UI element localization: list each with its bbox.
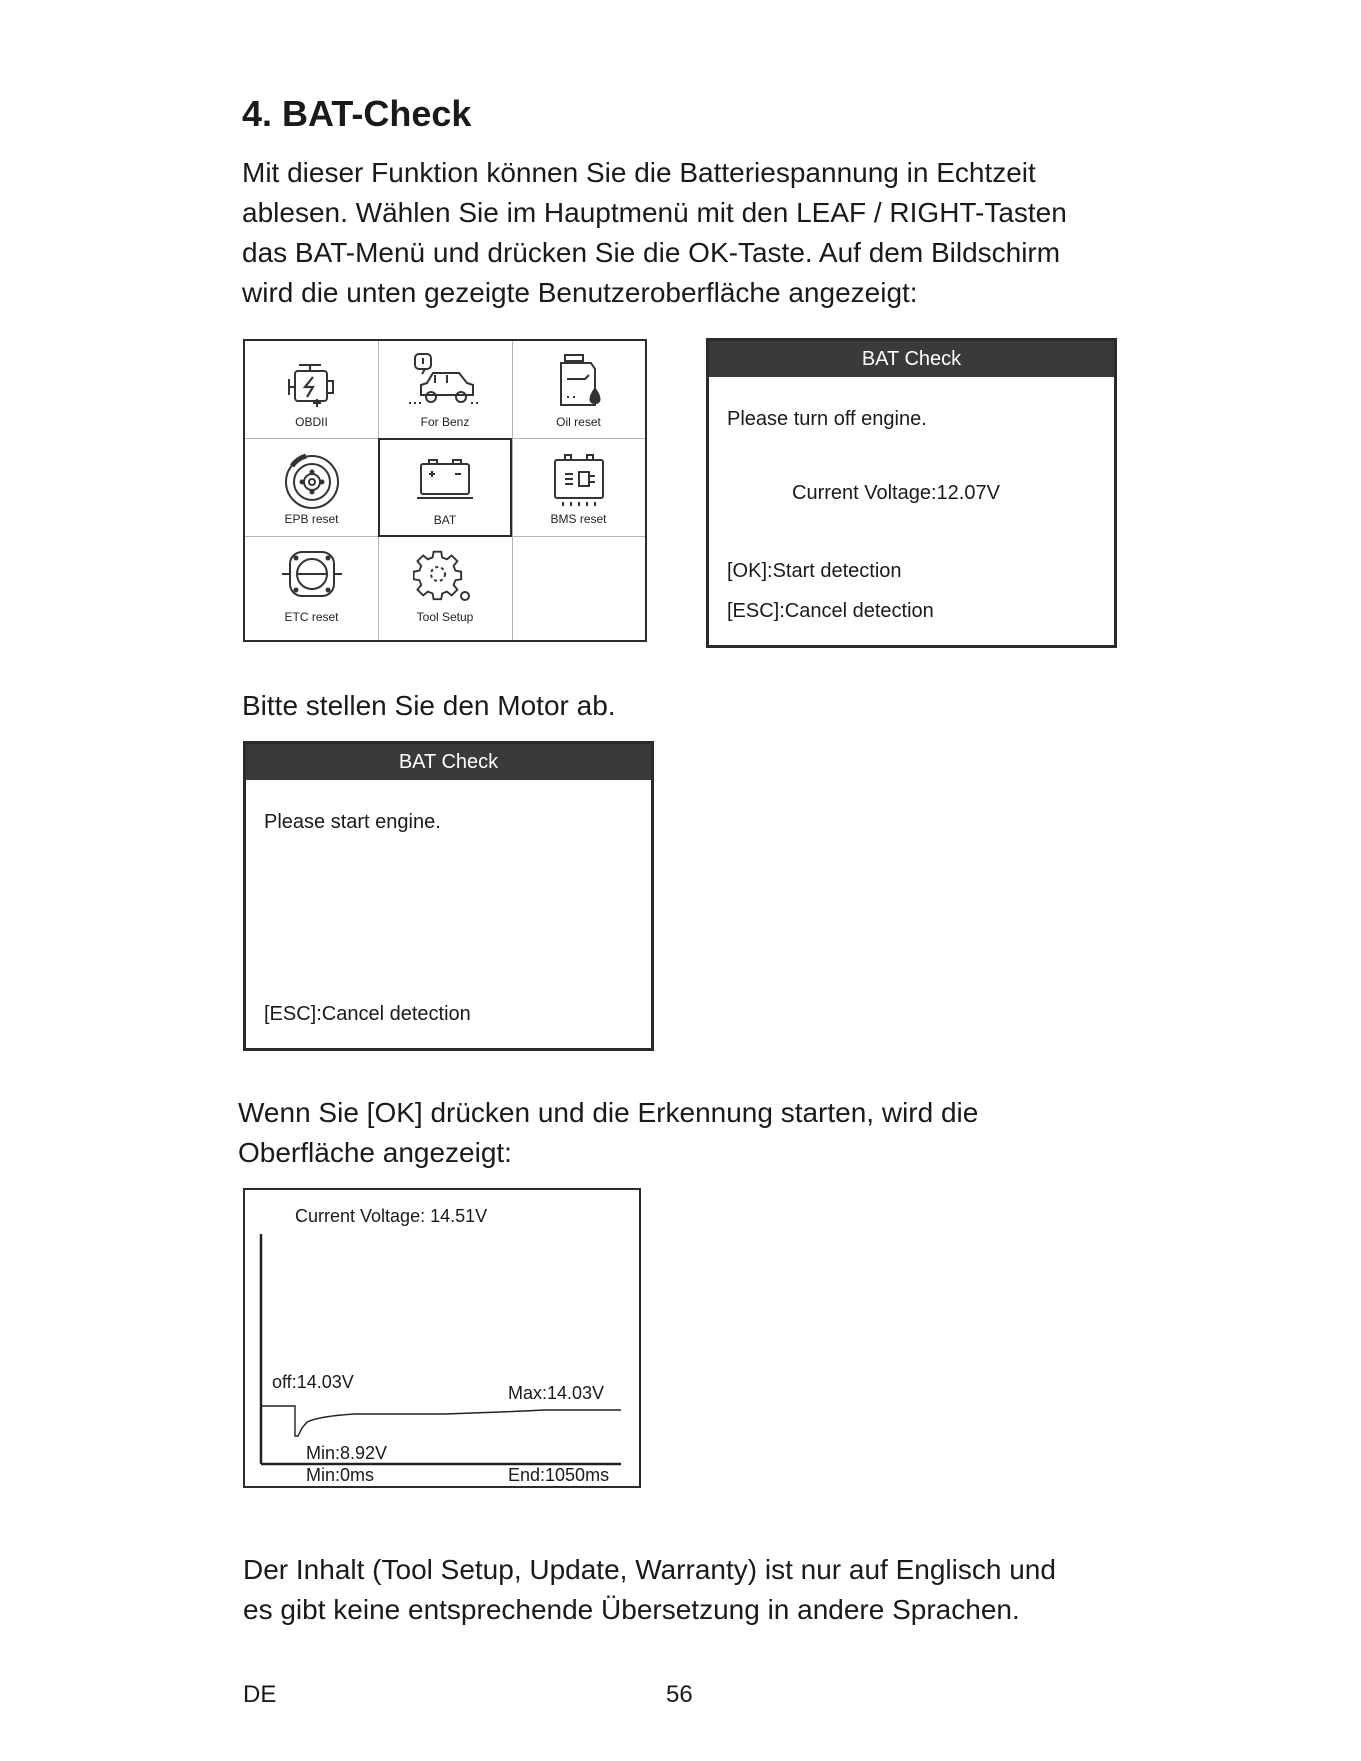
voltage-curve-plot	[245, 1190, 639, 1486]
intro-paragraph	[242, 153, 1067, 313]
instruction-text: Please start engine.	[264, 811, 441, 833]
menu-item-tool-setup[interactable]	[378, 536, 512, 640]
footer-language: DE	[243, 1681, 277, 1708]
voltage-graph-screen	[243, 1188, 641, 1488]
section-heading: 4. BAT-Check	[242, 93, 472, 134]
language-note	[243, 1550, 1056, 1630]
detection-paragraph	[238, 1093, 978, 1173]
graph-max-voltage: Max:14.03V	[508, 1383, 605, 1403]
menu-item-bms-reset[interactable]	[512, 438, 645, 536]
esc-cancel-detection[interactable]: [ESC]:Cancel detection	[727, 600, 934, 622]
main-menu-grid	[243, 339, 647, 642]
menu-item-label: For Benz	[420, 415, 470, 429]
bms-icon	[549, 452, 609, 508]
brake-disc-icon	[282, 452, 342, 512]
menu-item-label: OBDII	[295, 415, 328, 429]
note-line: es gibt keine entsprechende Übersetzung in andere Sprachen.	[243, 1594, 1020, 1625]
intro-line: ablesen. Wählen Sie im Hauptmenü mit den LEAF / RIGHT-Tasten	[242, 197, 1067, 228]
menu-item-epb-reset[interactable]	[245, 438, 378, 536]
menu-item-oil-reset[interactable]	[512, 341, 645, 438]
menu-item-etc-reset[interactable]	[245, 536, 378, 640]
instruction-text: Please turn off engine.	[727, 408, 927, 430]
graph-min-time: Min:0ms	[306, 1465, 375, 1485]
menu-item-label: EPB reset	[284, 512, 339, 526]
paragraph-line: Wenn Sie [OK] drücken und die Erkennung starten, wird die	[238, 1097, 979, 1128]
menu-item-label: Tool Setup	[416, 610, 474, 624]
battery-icon	[415, 458, 475, 506]
current-voltage-readout: Current Voltage:12.07V	[792, 482, 1000, 504]
engine-icon	[277, 359, 347, 415]
graph-off-voltage: off:14.03V	[272, 1372, 354, 1392]
throttle-icon	[280, 548, 344, 604]
menu-item-bat[interactable]	[378, 438, 512, 537]
menu-item-label: BMS reset	[550, 512, 607, 526]
caption-engine-off: Bitte stellen Sie den Motor ab.	[242, 690, 616, 721]
menu-item-label: ETC reset	[284, 610, 339, 624]
gear-icon	[413, 550, 477, 606]
bat-check-screen-off	[706, 338, 1117, 648]
screen-title: BAT Check	[709, 341, 1114, 377]
menu-item-label: BAT	[433, 513, 457, 527]
menu-item-obdii[interactable]	[245, 341, 378, 438]
menu-item-for-benz[interactable]	[378, 341, 512, 438]
car-info-icon	[405, 351, 485, 413]
screen-title: BAT Check	[246, 744, 651, 780]
oil-can-icon	[549, 353, 609, 413]
graph-current-voltage: Current Voltage: 14.51V	[295, 1206, 488, 1226]
intro-line: wird die unten gezeigte Benutzeroberfläche angezeigt:	[242, 277, 918, 308]
voltage-trace	[261, 1406, 621, 1436]
intro-line: das BAT-Menü und drücken Sie die OK-Taste. Auf dem Bildschirm	[242, 237, 1061, 268]
graph-min-voltage: Min:8.92V	[306, 1443, 388, 1463]
paragraph-line: Oberfläche angezeigt:	[238, 1137, 512, 1168]
ok-start-detection[interactable]: [OK]:Start detection	[727, 560, 902, 582]
footer-page-number: 56	[666, 1681, 693, 1708]
intro-line: Mit dieser Funktion können Sie die Batteriespannung in Echtzeit	[242, 157, 1036, 188]
esc-cancel-detection[interactable]: [ESC]:Cancel detection	[264, 1003, 471, 1025]
note-line: Der Inhalt (Tool Setup, Update, Warranty) ist nur auf Englisch und	[243, 1554, 1056, 1585]
menu-item-label: Oil reset	[556, 415, 601, 429]
bat-check-screen-start	[243, 741, 654, 1051]
graph-end-time: End:1050ms	[508, 1465, 610, 1485]
